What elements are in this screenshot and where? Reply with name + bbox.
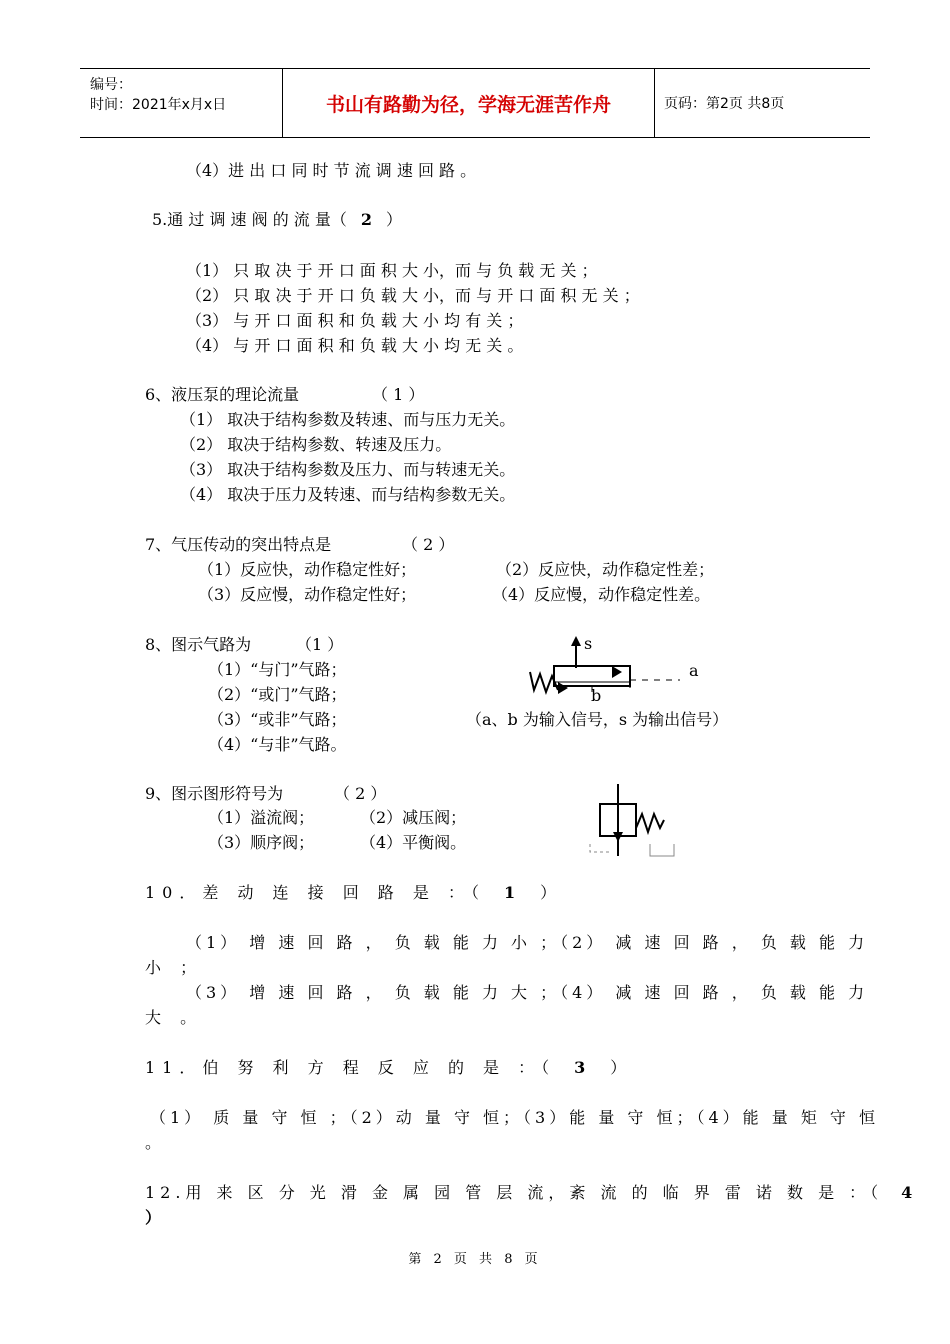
q11-close: ） [610,1058,634,1077]
q7-option-4: （4）反应慢，动作稳定性差。 [492,585,711,604]
q9-answer: （ 2 ） [334,784,387,803]
q5-answer: 2 [360,210,373,229]
q12-stem-text: 12.用 来 区 分 光 滑 金 属 园 管 层 流，紊 流 的 临 界 雷 诺 数 是 ：（ [145,1183,884,1202]
q11-options-line-cont: 。 [145,1133,162,1152]
q7-answer: （ 2 ） [402,535,455,554]
q6-option-3: （3） 取决于结构参数及压力、而与转速无关。 [180,460,516,479]
q11-stem [145,1058,633,1078]
q7-option-3: （3）反应慢，动作稳定性好； [198,585,417,604]
q5-option-3: （3） 与 开 口 面 积 和 负 载 大 小 均 有 关 ； [186,311,524,330]
document-date: 时间：2021年x月x日 [90,97,227,113]
q5-option-1: （1） 只 取 决 于 开 口 面 积 大 小，而 与 负 载 无 关 ； [186,261,598,280]
q10-options-line-1: （1） 增 速 回 路 ， 负 载 能 力 小 ；（2） 减 速 回 路 ， 负 载 能 力 [186,933,869,952]
q8-label-b: b [591,686,602,705]
q10-options-line-2: （3） 增 速 回 路 ， 负 载 能 力 大 ；（4） 减 速 回 路 ， 负 载 能 力 [186,983,869,1002]
q7-stem: 7、气压传动的突出特点是 [145,535,332,554]
q8-stem: 8、图示气路为 [145,635,252,654]
q7-option-1: （1）反应快，动作稳定性好； [198,560,417,579]
q11-stem-text: 11．伯 努 利 方 程 反 应 的 是 ：（ [145,1058,557,1077]
q10-close: ） [540,883,564,902]
q9-option-3: （3）顺序阀； [208,833,315,852]
q9-option-2: （2）减压阀； [360,808,467,827]
q11-options-line: （1） 质 量 守 恒 ；（2）动 量 守 恒；（3）能 量 守 恒；（4）能 量 矩 守 恒 [150,1108,880,1127]
q8-label-s: s [584,634,593,653]
q8-label-a: a [689,661,699,680]
header-divider [654,69,655,137]
q8-note: （a、b 为输入信号，s 为输出信号） [466,710,729,729]
q10-options-line-1-cont: 小 ； [145,958,204,977]
q12-answer: 4 [901,1183,918,1202]
q10-answer: 1 [503,883,523,902]
q10-stem [145,883,563,903]
page-header [80,68,870,138]
q6-option-2: （2） 取决于结构参数、转速及压力。 [180,435,452,454]
q8-option-1: （1）“与门”气路； [208,660,347,679]
q8-answer: （1 ） [296,635,344,654]
q7-option-2: （2）反应快，动作稳定性差； [496,560,715,579]
q12-stem [145,1183,917,1203]
q6-option-4: （4） 取决于压力及转速、而与结构参数无关。 [180,485,516,504]
q5-option-4: （4） 与 开 口 面 积 和 负 载 大 小 均 无 关 。 [186,336,524,355]
q5-option-2: （2） 只 取 决 于 开 口 负 载 大 小，而 与 开 口 面 积 无 关 ； [186,286,640,305]
q9-valve-symbol [586,784,686,864]
header-motto: 书山有路勤为径，学海无涯苦作舟 [325,93,611,116]
q5-stem [152,210,402,230]
q6-answer: （ 1 ） [372,385,425,404]
q10-stem-text: 10．差 动 连 接 回 路 是 ：（ [145,883,486,902]
q6-stem: 6、液压泵的理论流量 [145,385,300,404]
q9-option-1: （1）溢流阀； [208,808,315,827]
q10-options-line-2-cont: 大 。 [145,1008,204,1027]
q8-option-3: （3）“或非”气路； [208,710,347,729]
q4-option-4: （4）进 出 口 同 时 节 流 调 速 回 路 。 [186,161,477,180]
q8-option-4: （4）“与非”气路。 [208,735,347,754]
q5-close: ） [386,210,403,229]
header-page-info: 页码：第2页 共8页 [664,96,785,112]
q8-option-2: （2）“或门”气路； [208,685,347,704]
q12-close: ） [145,1208,162,1227]
q9-option-4: （4）平衡阀。 [360,833,467,852]
header-meta [90,75,226,115]
q6-option-1: （1） 取决于结构参数及转速、而与压力无关。 [180,410,516,429]
page-footer: 第 2 页 共 8 页 [408,1252,542,1267]
q5-stem-text: 5.通 过 调 速 阀 的 流 量（ [152,210,347,229]
q11-answer: 3 [574,1058,593,1077]
document-number-label: 编号： [90,77,132,93]
q9-stem: 9、图示图形符号为 [145,784,284,803]
